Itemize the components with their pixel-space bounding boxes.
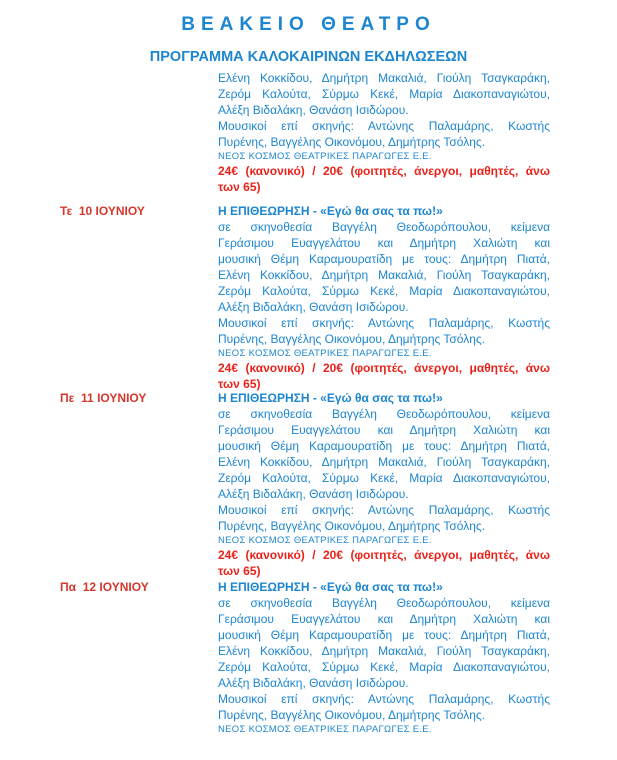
event-date: [60, 204, 145, 218]
event-date-text: 11 ΙΟΥΝΙΟΥ: [81, 391, 147, 405]
description-line: Ελένη Κοκκίδου, Δημήτρη Μακαλιά, Γιούλη Τσαγκαράκη,: [218, 455, 550, 469]
cast-line: Ελένη Κοκκίδου, Δημήτρη Μακαλιά, Γιούλη Τσαγκαράκη,: [218, 71, 550, 85]
price-line: των 65): [218, 564, 261, 578]
company-name: ΝΕΟΣ ΚΟΣΜΟΣ ΘΕΑΤΡΙΚΕΣ ΠΑΡΑΓΩΓΕΣ Ε.Ε.: [218, 535, 432, 546]
description-line: μουσική Θέμη Καραμουρατίδη με τους: Δημήτρη Πιατά,: [218, 628, 550, 642]
description-line: Αλέξη Βιδαλάκη, Θανάση Ισιδώρου.: [218, 487, 409, 501]
price-line: 24€ (κανονικό) / 20€ (φοιτητές, άνεργοι, μαθητές, άνω: [218, 361, 550, 375]
description-line: Γεράσιμου Ευαγγελάτου και Δημήτρη Χαλιώτη και: [218, 236, 550, 250]
event-title: Η ΕΠΙΘΕΩΡΗΣΗ - «Εγώ θα σας τα πω!»: [218, 204, 443, 218]
description-line: Γεράσιμου Ευαγγελάτου και Δημήτρη Χαλιώτη και: [218, 612, 550, 626]
event-title: Η ΕΠΙΘΕΩΡΗΣΗ - «Εγώ θα σας τα πω!»: [218, 391, 443, 405]
continued-event-block: [218, 70, 550, 195]
price-line: 24€ (κανονικό) / 20€ (φοιτητές, άνεργοι, μαθητές, άνω: [218, 548, 550, 562]
company-name: ΝΕΟΣ ΚΟΣΜΟΣ ΘΕΑΤΡΙΚΕΣ ΠΑΡΑΓΩΓΕΣ Ε.Ε.: [218, 151, 432, 162]
musicians-line: Μουσικοί επί σκηνής: Αντώνης Παλαμάρης, Κωστής: [218, 692, 550, 706]
description-line: Αλέξη Βιδαλάκη, Θανάση Ισιδώρου.: [218, 676, 409, 690]
description-line: μουσική Θέμη Καραμουρατίδη με τους: Δημήτρη Πιατά,: [218, 252, 550, 266]
musicians-line: Πυρένης, Βαγγέλης Οικονόμου, Δημήτρης Τσόλης.: [218, 332, 486, 346]
description-line: μουσική Θέμη Καραμουρατίδη με τους: Δημήτρη Πιατά,: [218, 439, 550, 453]
cast-line: Αλέξη Βιδαλάκη, Θανάση Ισιδώρου.: [218, 103, 409, 117]
event-block: [218, 203, 550, 392]
event-date-text: 10 ΙΟΥΝΙΟΥ: [78, 204, 145, 218]
event-date: [60, 391, 146, 405]
description-line: Ελένη Κοκκίδου, Δημήτρη Μακαλιά, Γιούλη Τσαγκαράκη,: [218, 644, 550, 658]
event-day: Πε: [60, 391, 75, 405]
price-line: 24€ (κανονικό) / 20€ (φοιτητές, άνεργοι, μαθητές, άνω: [218, 164, 550, 178]
event-day: Πα: [60, 580, 77, 594]
price-line: των 65): [218, 377, 261, 391]
price-line: των 65): [218, 180, 261, 194]
description-line: Γεράσιμου Ευαγγελάτου και Δημήτρη Χαλιώτη και: [218, 423, 550, 437]
description-line: Ζερόμ Καλούτα, Σύρμω Κεκέ, Μαρία Διακοπαναγιώτου,: [218, 660, 550, 674]
musicians-line: Πυρένης, Βαγγέλης Οικονόμου, Δημήτρης Τσόλης.: [218, 519, 486, 533]
event-date-text: 12 ΙΟΥΝΙΟΥ: [82, 580, 149, 594]
event-title: Η ΕΠΙΘΕΩΡΗΣΗ - «Εγώ θα σας τα πω!»: [218, 580, 443, 594]
company-name: ΝΕΟΣ ΚΟΣΜΟΣ ΘΕΑΤΡΙΚΕΣ ΠΑΡΑΓΩΓΕΣ Ε.Ε.: [218, 348, 432, 359]
description-line: Ελένη Κοκκίδου, Δημήτρη Μακαλιά, Γιούλη Τσαγκαράκη,: [218, 268, 550, 282]
description-line: Αλέξη Βιδαλάκη, Θανάση Ισιδώρου.: [218, 300, 409, 314]
musicians-line: Μουσικοί επί σκηνής: Αντώνης Παλαμάρης, Κωστής: [218, 119, 550, 133]
event-block: [218, 390, 550, 579]
musicians-line: Μουσικοί επί σκηνής: Αντώνης Παλαμάρης, Κωστής: [218, 503, 550, 517]
company-name: ΝΕΟΣ ΚΟΣΜΟΣ ΘΕΑΤΡΙΚΕΣ ΠΑΡΑΓΩΓΕΣ Ε.Ε.: [218, 724, 432, 735]
program-title: ΠΡΟΓΡΑΜΜΑ ΚΑΛΟΚΑΙΡΙΝΩΝ ΕΚΔΗΛΩΣΕΩΝ: [149, 49, 468, 65]
musicians-line: Μουσικοί επί σκηνής: Αντώνης Παλαμάρης, Κωστής: [218, 316, 550, 330]
description-line: σε σκηνοθεσία Βαγγέλη Θεοδωρόπουλου, κείμενα: [218, 596, 550, 610]
musicians-line: Πυρένης, Βαγγέλης Οικονόμου, Δημήτρης Τσόλης.: [218, 135, 486, 149]
description-line: Ζερόμ Καλούτα, Σύρμω Κεκέ, Μαρία Διακοπαναγιώτου,: [218, 471, 550, 485]
musicians-line: Πυρένης, Βαγγέλης Οικονόμου, Δημήτρης Τσόλης.: [218, 708, 486, 722]
description-line: σε σκηνοθεσία Βαγγέλη Θεοδωρόπουλου, κείμενα: [218, 220, 550, 234]
event-day: Τε: [60, 204, 73, 218]
event-block: [218, 579, 550, 736]
description-line: σε σκηνοθεσία Βαγγέλη Θεοδωρόπουλου, κείμενα: [218, 407, 550, 421]
event-date: [60, 580, 149, 594]
cast-line: Ζερόμ Καλούτα, Σύρμω Κεκέ, Μαρία Διακοπαναγιώτου,: [218, 87, 550, 101]
description-line: Ζερόμ Καλούτα, Σύρμω Κεκέ, Μαρία Διακοπαναγιώτου,: [218, 284, 550, 298]
venue-title: ΒΕΑΚΕΙΟ ΘΕΑΤΡΟ: [181, 14, 436, 35]
